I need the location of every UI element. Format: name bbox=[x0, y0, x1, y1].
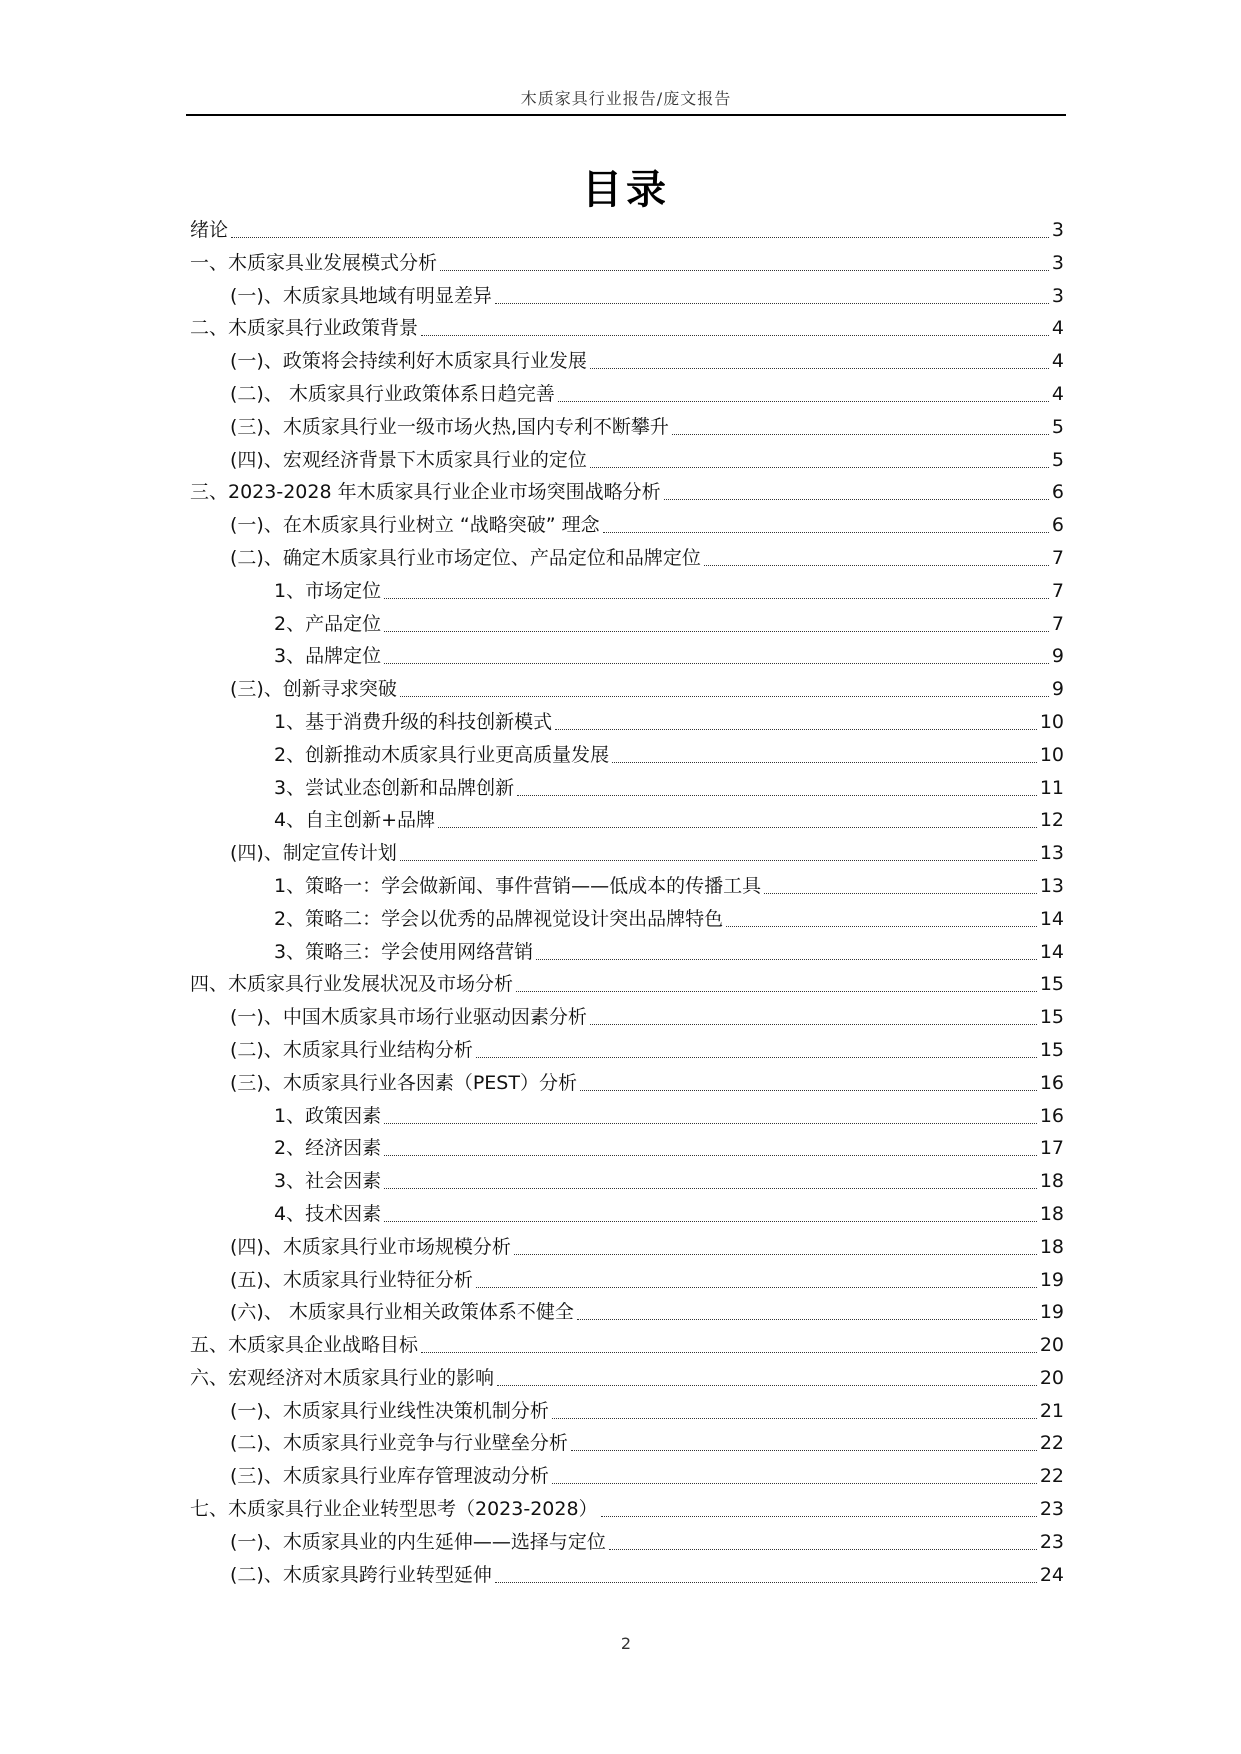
toc-entry[interactable] bbox=[190, 772, 1064, 805]
page-number: 2 bbox=[620, 1634, 632, 1653]
toc-entry[interactable] bbox=[190, 476, 1064, 509]
toc-entry-page: 17 bbox=[1039, 1137, 1064, 1160]
toc-entry-title: (一)、中国木质家具市场行业驱动因素分析 bbox=[230, 1006, 587, 1029]
toc-entry-page: 15 bbox=[1039, 1006, 1064, 1029]
toc-entry-title: 三、2023-2028 年木质家具行业企业市场突围战略分析 bbox=[190, 481, 661, 504]
toc-entry[interactable] bbox=[190, 1132, 1064, 1165]
toc-entry[interactable] bbox=[190, 673, 1064, 706]
toc-entry-page: 4 bbox=[1051, 350, 1064, 373]
toc-entry[interactable] bbox=[190, 444, 1064, 477]
toc-entry-title: 1、基于消费升级的科技创新模式 bbox=[274, 710, 553, 733]
toc-entry-title: 1、策略一：学会做新闻、事件营销——低成本的传播工具 bbox=[274, 874, 762, 897]
dot-leader bbox=[495, 281, 1049, 304]
dot-leader bbox=[421, 1330, 1037, 1353]
dot-leader bbox=[384, 641, 1049, 664]
toc-entry-page: 12 bbox=[1039, 809, 1064, 832]
toc-entry-page: 18 bbox=[1039, 1170, 1064, 1193]
toc-entry-title: 3、社会因素 bbox=[274, 1170, 382, 1193]
toc-entry-page: 16 bbox=[1039, 1071, 1064, 1094]
toc-entry[interactable] bbox=[190, 214, 1064, 247]
toc-entry[interactable] bbox=[190, 1100, 1064, 1133]
toc-entry-title: 2、经济因素 bbox=[274, 1137, 382, 1160]
toc-entry-title: (二)、木质家具行业竞争与行业壁垒分析 bbox=[230, 1432, 568, 1455]
toc-entry[interactable] bbox=[190, 509, 1064, 542]
dot-leader bbox=[612, 740, 1037, 763]
toc-entry-page: 14 bbox=[1039, 940, 1064, 963]
toc-entry-page: 20 bbox=[1039, 1334, 1064, 1357]
toc-entry-title: (一)、在木质家具行业树立 “战略突破” 理念 bbox=[230, 514, 600, 537]
toc-entry-page: 13 bbox=[1039, 842, 1064, 865]
toc-entry-title: (二)、 木质家具行业政策体系日趋完善 bbox=[230, 382, 555, 405]
dot-leader bbox=[577, 1297, 1037, 1320]
toc-entry-title: (一)、政策将会持续利好木质家具行业发展 bbox=[230, 350, 587, 373]
toc-entry-page: 22 bbox=[1039, 1432, 1064, 1455]
toc-entry[interactable] bbox=[190, 345, 1064, 378]
toc-entry[interactable] bbox=[190, 542, 1064, 575]
toc-entry-page: 6 bbox=[1051, 481, 1064, 504]
toc-entry-title: 二、木质家具行业政策背景 bbox=[190, 317, 419, 340]
toc-entry[interactable] bbox=[190, 1329, 1064, 1362]
toc-entry-title: 绪论 bbox=[190, 219, 229, 241]
toc-entry[interactable] bbox=[190, 837, 1064, 870]
toc-entry[interactable] bbox=[190, 411, 1064, 444]
toc-entry-title: 1、市场定位 bbox=[274, 579, 382, 602]
dot-leader bbox=[664, 477, 1049, 500]
toc-entry[interactable] bbox=[190, 1493, 1064, 1526]
toc-entry-title: (四)、宏观经济背景下木质家具行业的定位 bbox=[230, 448, 587, 471]
toc-entry-title: 3、策略三：学会使用网络营销 bbox=[274, 940, 534, 963]
toc-entry[interactable] bbox=[190, 575, 1064, 608]
toc-entry-page: 22 bbox=[1039, 1465, 1064, 1488]
toc-entry-page: 18 bbox=[1039, 1202, 1064, 1225]
dot-leader bbox=[672, 412, 1049, 435]
toc-entry-title: (一)、木质家具业的内生延伸——选择与定位 bbox=[230, 1530, 606, 1553]
toc-entry[interactable] bbox=[190, 903, 1064, 936]
toc-entry-title: 四、木质家具行业发展状况及市场分析 bbox=[190, 973, 514, 996]
toc-entry-title: (三)、创新寻求突破 bbox=[230, 678, 397, 701]
toc-entry-title: (四)、制定宣传计划 bbox=[230, 842, 397, 865]
toc-entry[interactable] bbox=[190, 1460, 1064, 1493]
toc-entry-page: 4 bbox=[1051, 317, 1064, 340]
toc-entry-title: 2、策略二：学会以优秀的品牌视觉设计突出品牌特色 bbox=[274, 907, 724, 930]
toc-entry-page: 10 bbox=[1039, 743, 1064, 766]
toc-entry-title: (二)、木质家具行业结构分析 bbox=[230, 1038, 473, 1061]
toc-entry-title: 五、木质家具企业战略目标 bbox=[190, 1334, 419, 1357]
toc-entry-page: 9 bbox=[1051, 645, 1064, 668]
page-title: 目录 bbox=[582, 167, 670, 213]
toc-entry-page: 3 bbox=[1051, 284, 1064, 307]
toc-entry-page: 14 bbox=[1039, 907, 1064, 930]
toc-entry[interactable] bbox=[190, 1231, 1064, 1264]
toc-entry[interactable] bbox=[190, 1264, 1064, 1297]
dot-leader bbox=[603, 510, 1049, 533]
toc-entry-title: (一)、木质家具地域有明显差异 bbox=[230, 284, 492, 307]
toc-entry[interactable] bbox=[190, 1395, 1064, 1428]
dot-leader bbox=[590, 346, 1049, 369]
dot-leader bbox=[726, 904, 1037, 927]
toc-entry[interactable] bbox=[190, 1165, 1064, 1198]
dot-leader bbox=[580, 1068, 1037, 1091]
dot-leader bbox=[384, 1166, 1037, 1189]
toc-entry[interactable] bbox=[190, 936, 1064, 969]
toc-entry-title: 3、尝试业态创新和品牌创新 bbox=[274, 776, 515, 799]
table-of-contents bbox=[190, 214, 1064, 1591]
dot-leader bbox=[558, 379, 1049, 402]
dot-leader bbox=[400, 674, 1049, 697]
toc-entry[interactable] bbox=[190, 247, 1064, 280]
toc-entry[interactable] bbox=[190, 870, 1064, 903]
toc-entry[interactable] bbox=[190, 1001, 1064, 1034]
dot-leader bbox=[495, 1560, 1037, 1583]
toc-entry[interactable] bbox=[190, 804, 1064, 837]
toc-entry-title: (六)、 木质家具行业相关政策体系不健全 bbox=[230, 1301, 574, 1324]
toc-entry-page: 15 bbox=[1039, 1038, 1064, 1061]
toc-entry-title: (一)、木质家具行业线性决策机制分析 bbox=[230, 1399, 549, 1422]
toc-entry-page: 3 bbox=[1051, 251, 1064, 274]
dot-leader bbox=[516, 969, 1037, 992]
dot-leader bbox=[231, 215, 1049, 238]
dot-leader bbox=[440, 248, 1049, 271]
toc-entry-page: 19 bbox=[1039, 1268, 1064, 1291]
dot-leader bbox=[704, 543, 1049, 566]
toc-entry-title: 4、技术因素 bbox=[274, 1202, 382, 1225]
dot-leader bbox=[590, 445, 1049, 468]
toc-entry[interactable] bbox=[190, 706, 1064, 739]
toc-entry-title: (三)、木质家具行业一级市场火热,国内专利不断攀升 bbox=[230, 415, 669, 438]
dot-leader bbox=[384, 1133, 1037, 1156]
dot-leader bbox=[476, 1265, 1037, 1288]
dot-leader bbox=[400, 838, 1037, 861]
toc-entry-page: 3 bbox=[1051, 219, 1064, 241]
toc-entry-page: 21 bbox=[1039, 1399, 1064, 1422]
toc-entry[interactable] bbox=[190, 1034, 1064, 1067]
dot-leader bbox=[438, 805, 1037, 828]
dot-leader bbox=[517, 773, 1037, 796]
dot-leader bbox=[384, 1199, 1037, 1222]
toc-entry-title: (五)、木质家具行业特征分析 bbox=[230, 1268, 473, 1291]
toc-entry-title: 一、木质家具业发展模式分析 bbox=[190, 251, 438, 274]
dot-leader bbox=[384, 576, 1049, 599]
toc-entry-page: 6 bbox=[1051, 514, 1064, 537]
toc-entry[interactable] bbox=[190, 1198, 1064, 1231]
toc-entry-page: 23 bbox=[1039, 1498, 1064, 1521]
dot-leader bbox=[514, 1232, 1037, 1255]
toc-entry-title: 4、自主创新+品牌 bbox=[274, 809, 436, 832]
toc-entry-page: 9 bbox=[1051, 678, 1064, 701]
toc-entry[interactable] bbox=[190, 312, 1064, 345]
toc-entry-title: (三)、木质家具行业各因素（PEST）分析 bbox=[230, 1071, 577, 1094]
toc-entry-page: 19 bbox=[1039, 1301, 1064, 1324]
toc-entry-title: (二)、木质家具跨行业转型延伸 bbox=[230, 1563, 492, 1586]
dot-leader bbox=[764, 871, 1037, 894]
toc-entry-page: 23 bbox=[1039, 1530, 1064, 1553]
toc-entry-page: 16 bbox=[1039, 1104, 1064, 1127]
header-divider bbox=[186, 114, 1066, 116]
toc-entry[interactable] bbox=[190, 608, 1064, 641]
toc-entry-page: 11 bbox=[1039, 776, 1064, 799]
dot-leader bbox=[552, 1396, 1037, 1419]
toc-entry-page: 7 bbox=[1051, 612, 1064, 635]
toc-entry[interactable] bbox=[190, 378, 1064, 411]
toc-entry-title: 2、创新推动木质家具行业更高质量发展 bbox=[274, 743, 610, 766]
toc-entry-title: (二)、确定木质家具行业市场定位、产品定位和品牌定位 bbox=[230, 546, 701, 569]
toc-entry[interactable] bbox=[190, 640, 1064, 673]
toc-entry[interactable] bbox=[190, 1427, 1064, 1460]
dot-leader bbox=[601, 1494, 1037, 1517]
toc-entry-title: 3、品牌定位 bbox=[274, 645, 382, 668]
toc-entry-page: 15 bbox=[1039, 973, 1064, 996]
toc-entry[interactable] bbox=[190, 968, 1064, 1001]
toc-entry-page: 10 bbox=[1039, 710, 1064, 733]
toc-entry[interactable] bbox=[190, 1362, 1064, 1395]
dot-leader bbox=[555, 707, 1037, 730]
running-header: 木质家具行业报告/庞文报告 bbox=[520, 89, 732, 108]
toc-entry-page: 7 bbox=[1051, 579, 1064, 602]
toc-entry-page: 7 bbox=[1051, 546, 1064, 569]
dot-leader bbox=[590, 1002, 1037, 1025]
dot-leader bbox=[552, 1461, 1037, 1484]
dot-leader bbox=[476, 1035, 1037, 1058]
toc-entry-title: 六、宏观经济对木质家具行业的影响 bbox=[190, 1366, 495, 1389]
toc-entry-title: 七、木质家具行业企业转型思考（2023-2028） bbox=[190, 1498, 598, 1521]
toc-entry[interactable] bbox=[190, 1526, 1064, 1559]
toc-entry-title: (四)、木质家具行业市场规模分析 bbox=[230, 1235, 511, 1258]
toc-entry[interactable] bbox=[190, 1296, 1064, 1329]
toc-entry-page: 5 bbox=[1051, 448, 1064, 471]
toc-entry-page: 13 bbox=[1039, 874, 1064, 897]
toc-entry-page: 24 bbox=[1039, 1563, 1064, 1586]
dot-leader bbox=[609, 1527, 1037, 1550]
toc-entry-page: 18 bbox=[1039, 1235, 1064, 1258]
toc-entry[interactable] bbox=[190, 1067, 1064, 1100]
toc-entry-page: 20 bbox=[1039, 1366, 1064, 1389]
dot-leader bbox=[384, 1101, 1037, 1124]
toc-entry-title: 1、政策因素 bbox=[274, 1104, 382, 1127]
dot-leader bbox=[497, 1363, 1037, 1386]
toc-entry-title: 2、产品定位 bbox=[274, 612, 382, 635]
toc-entry[interactable] bbox=[190, 1559, 1064, 1592]
dot-leader bbox=[384, 609, 1049, 632]
dot-leader bbox=[421, 313, 1049, 336]
toc-entry-page: 5 bbox=[1051, 415, 1064, 438]
dot-leader bbox=[536, 937, 1037, 960]
dot-leader bbox=[571, 1428, 1037, 1451]
toc-entry[interactable] bbox=[190, 739, 1064, 772]
toc-entry-title: (三)、木质家具行业库存管理波动分析 bbox=[230, 1465, 549, 1488]
toc-entry-page: 4 bbox=[1051, 382, 1064, 405]
toc-entry[interactable] bbox=[190, 280, 1064, 313]
